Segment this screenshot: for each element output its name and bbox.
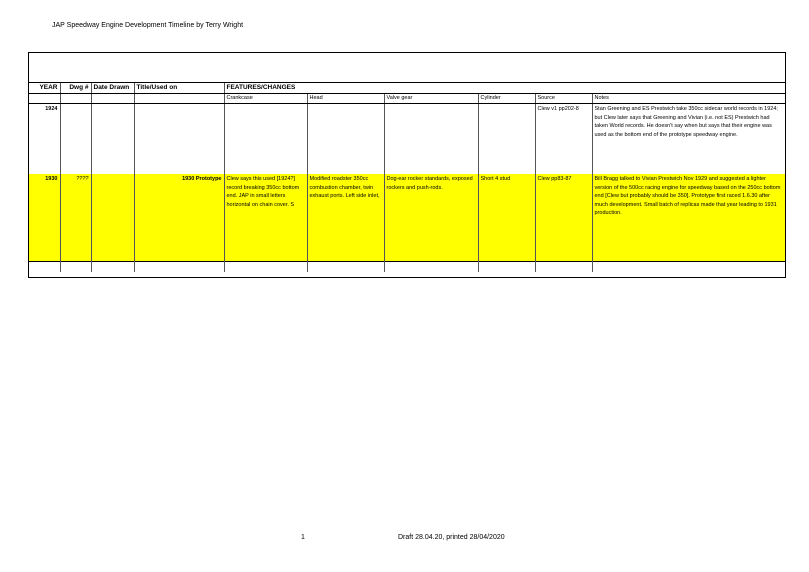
cell-year: 1924 — [45, 106, 58, 112]
cell-notes: Stan Greening and ES Prestwich take 350cc sidecar world records in 1924; but Clew later says that Greening and Vivian (i.e. not ES) Prestwich had taken World records. He doesn't say when but says that their engine was used as the bottom end of the prototype speedway engine. — [592, 104, 785, 175]
cell-empty — [592, 262, 785, 273]
cell-valve-gear — [384, 104, 478, 175]
subheader-valve-gear: Valve gear — [384, 94, 478, 104]
cell-head: Modified roadster 350cc combustion chamber, twin exhaust ports. Left side inlet, — [307, 174, 384, 262]
cell-empty — [91, 262, 134, 273]
subheader-cylinder: Cylinder — [478, 94, 535, 104]
cell-cylinder — [478, 104, 535, 175]
cell-empty — [29, 262, 60, 273]
timeline-table — [29, 83, 785, 272]
cell-date-drawn — [91, 174, 134, 262]
header-year: YEAR — [29, 83, 60, 94]
cell-valve-gear: Dog-ear rocker standards, exposed rockers and push-rods. — [384, 174, 478, 262]
cell-dwg: ???? — [60, 174, 91, 262]
cell-crankcase — [224, 104, 307, 175]
cell-empty — [478, 262, 535, 273]
subheader-head: Head — [307, 94, 384, 104]
cell-source: Clew pp83-87 — [535, 174, 592, 262]
header-features-changes: FEATURES/CHANGES — [224, 83, 785, 94]
subheader-empty — [91, 94, 134, 104]
table-row — [29, 104, 785, 175]
draft-note: Draft 28.04.20, printed 28/04/2020 — [398, 534, 505, 541]
subheader-source: Source — [535, 94, 592, 104]
cell-head — [307, 104, 384, 175]
blank-header-band — [29, 53, 785, 83]
cell-year: 1930 — [29, 174, 60, 262]
cell-empty — [535, 262, 592, 273]
cell-empty — [384, 262, 478, 273]
timeline-sheet — [28, 52, 786, 278]
header-dwg: Dwg # — [60, 83, 91, 94]
header-row — [29, 83, 785, 94]
subheader-crankcase: Crankcase — [224, 94, 307, 104]
subheader-empty — [60, 94, 91, 104]
cell-empty — [134, 262, 224, 273]
subheader-row — [29, 94, 785, 104]
table-row — [29, 174, 785, 262]
cell-empty — [307, 262, 384, 273]
cell-cylinder: Short 4 stud — [478, 174, 535, 262]
subheader-notes: Notes — [592, 94, 785, 104]
cell-title: 1930 Prototype — [134, 174, 224, 262]
cell-empty — [60, 262, 91, 273]
cell-date-drawn — [91, 104, 134, 175]
cell-empty — [224, 262, 307, 273]
subheader-empty — [29, 94, 60, 104]
subheader-empty — [134, 94, 224, 104]
cell-dwg — [60, 104, 91, 175]
cell-title — [134, 104, 224, 175]
document-title: JAP Speedway Engine Development Timeline by Terry Wright — [52, 22, 244, 29]
cell-crankcase: Clew says this used [1924?] record breaking 350cc bottom end. JAP in small letters horizontal on chain cover. S — [224, 174, 307, 262]
cell-notes: Bill Bragg talked to Vivian Prestwich Nov 1929 and suggested a lighter version of the 500cc racing engine for speedway based on the 250cc bottom end [Clew but probably should be 350]. Prototype first raced 1.6.30 after much development. Small batch of replicas made that year leading to 1931 production. — [592, 174, 785, 262]
cell-source: Clew v1 pp202-8 — [535, 104, 592, 175]
header-title-used-on: Title/Used on — [134, 83, 224, 94]
table-row-empty — [29, 262, 785, 273]
header-date-drawn: Date Drawn — [91, 83, 134, 94]
page-number: 1 — [301, 534, 305, 541]
